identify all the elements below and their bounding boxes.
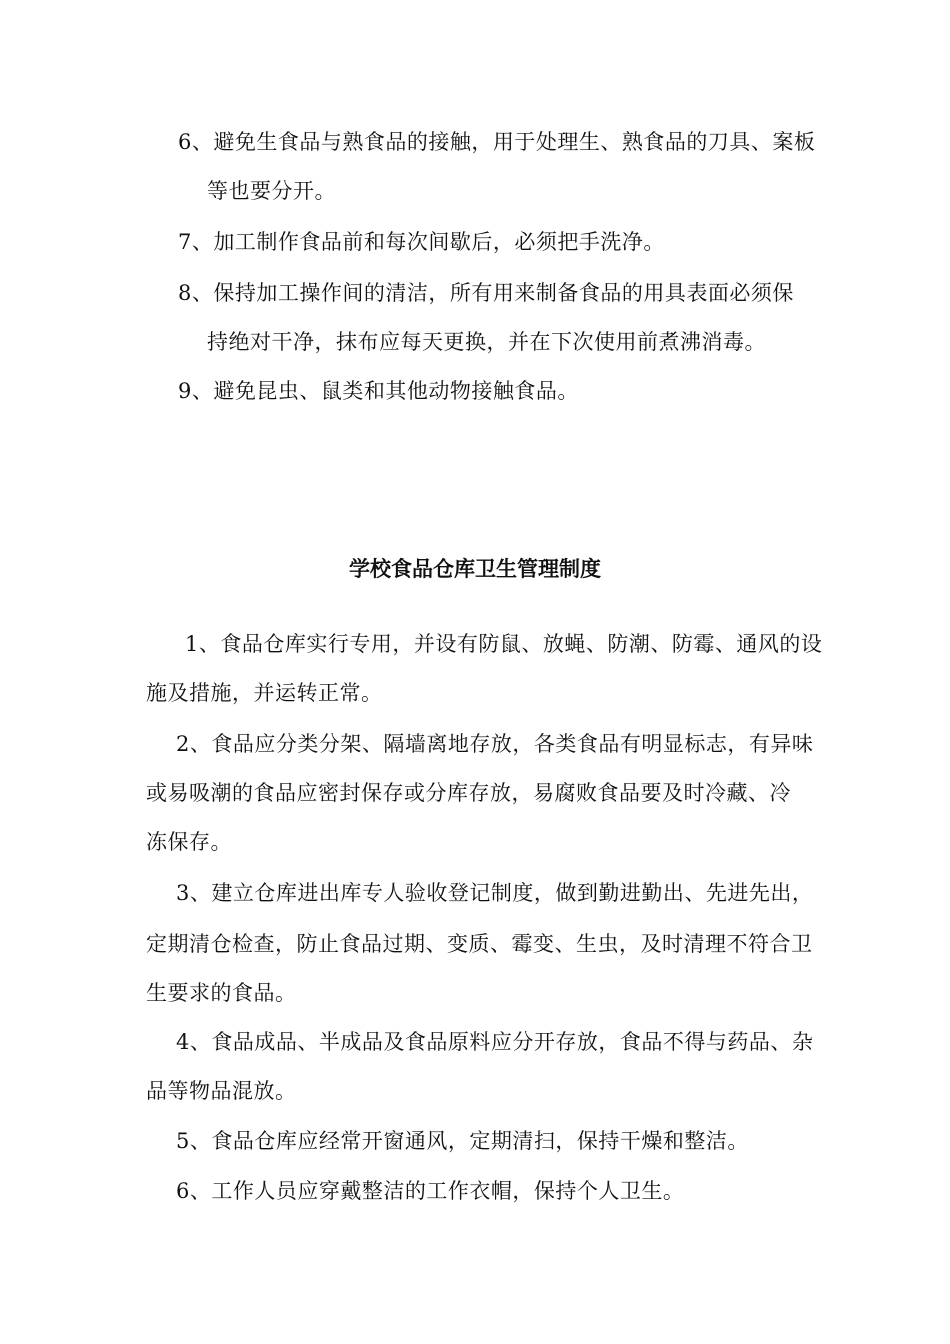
rule-line: 生要求的食品。 (146, 981, 297, 1005)
rule-line: 持绝对干净，抹布应每天更换，并在下次使用前煮沸消毒。 (207, 330, 766, 354)
rule-line: 9、避免昆虫、鼠类和其他动物接触食品。 (178, 379, 579, 403)
rule-line: 1、食品仓库实行专用，并设有防鼠、放蝇、防潮、防霉、通风的设 (185, 632, 823, 656)
rule-line: 等也要分开。 (207, 179, 336, 203)
rule-line: 冻保存。 (146, 830, 232, 854)
section-title: 学校食品仓库卫生管理制度 (349, 557, 601, 581)
rule-line: 定期清仓检查，防止食品过期、变质、霉变、生虫，及时清理不符合卫 (146, 932, 813, 956)
rule-line: 7、加工制作食品前和每次间歇后，必须把手洗净。 (178, 230, 665, 254)
rule-line: 2、食品应分类分架、隔墙离地存放，各类食品有明显标志，有异味 (176, 732, 814, 756)
rule-line: 3、建立仓库进出库专人验收登记制度，做到勤进勤出、先进先出， (176, 881, 814, 905)
rule-line: 5、食品仓库应经常开窗通风，定期清扫，保持干燥和整洁。 (176, 1129, 749, 1153)
rule-line: 6、工作人员应穿戴整洁的工作衣帽，保持个人卫生。 (176, 1179, 685, 1203)
rule-line: 4、食品成品、半成品及食品原料应分开存放，食品不得与药品、杂 (176, 1030, 814, 1054)
rule-line: 施及措施，并运转正常。 (146, 681, 383, 705)
rule-line: 品等物品混放。 (146, 1079, 297, 1103)
rule-line: 或易吸潮的食品应密封保存或分库存放，易腐败食品要及时冷藏、冷 (146, 781, 791, 805)
rule-line: 8、保持加工操作间的清洁，所有用来制备食品的用具表面必须保 (178, 281, 794, 305)
rule-line: 6、避免生食品与熟食品的接触，用于处理生、熟食品的刀具、案板 (178, 130, 816, 154)
